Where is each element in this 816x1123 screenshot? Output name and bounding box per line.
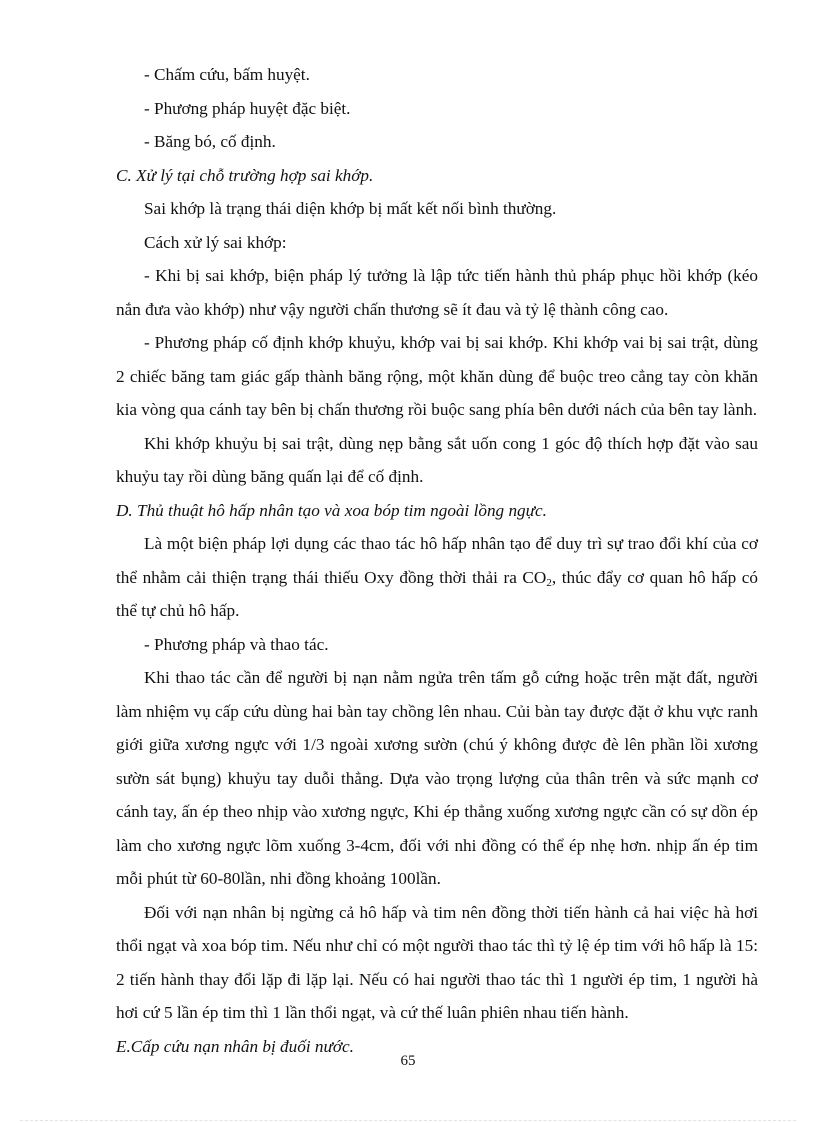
paragraph-fixation-method: - Phương pháp cố định khớp khuỷu, khớp vai bị sai khớp. Khi khớp vai bị sai trật, dùng 2 chiếc băng tam giác gấp thành băng rộng, một khăn dùng để buộc treo cẳng tay còn khăn kia vòng qua cánh tay bên bị chấn thương rồi buộc sang phía bên dưới nách của bên tay lành.: [116, 333, 758, 419]
paragraph-dislocation-definition: Sai khớp là trạng thái diện khớp bị mất kết nối bình thường.: [144, 199, 557, 218]
paragraph-elbow-dislocation: Khi khớp khuỷu bị sai trật, dùng nẹp bằng sắt uốn cong 1 góc độ thích hợp đặt vào sau khuỷu tay rồi dùng băng quấn lại để cố định.: [116, 433, 758, 486]
paragraph-reduction: - Khi bị sai khớp, biện pháp lý tưởng là lập tức tiến hành thủ pháp phục hồi khớp (kéo nắn đưa vào khớp) như vậy người chấn thương sẽ ít đau và tỷ lệ thành công cao.: [116, 266, 758, 319]
document-page-body: [116, 58, 758, 1063]
section-heading-e: E.Cấp cứu nạn nhân bị đuối nước.: [116, 1036, 354, 1056]
paragraph-artificial-respiration: [116, 527, 758, 628]
section-heading-d: D. Thủ thuật hô hấp nhân tạo và xoa bóp tim ngoài lồng ngực.: [116, 500, 547, 520]
bullet-special-method: - Phương pháp huyệt đặc biệt.: [144, 98, 351, 118]
paragraph-artificial-respiration-part1: Là một biện pháp lợi dụng các thao tác hô hấp nhân tạo để duy trì sự trao đổi khí của cơ thể nhằm cải thiện trạng thái thiếu Oxy đồng thời thải ra CO: [116, 534, 758, 587]
bullet-acupuncture: - Chấm cứu, bấm huyệt.: [144, 65, 310, 84]
footer-divider: [20, 1120, 796, 1121]
paragraph-cpr-ratio: Đối với nạn nhân bị ngừng cả hô hấp và tim nên đồng thời tiến hành cả hai việc hà hơi thổi ngạt và xoa bóp tim. Nếu như chỉ có một người thao tác thì tỷ lệ ép tim với hô hấp là 15: 2 tiến hành thay đổi lặp đi lặp lại. Nếu có hai người thao tác thì 1 người ép tim, 1 người hà hơi cứ 5 lần ép tim thì 1 lần thổi ngạt, và cứ thế luân phiên nhau tiến hành.: [116, 902, 758, 1022]
section-heading-c: C. Xử lý tại chỗ trường hợp sai khớp.: [116, 165, 374, 185]
bullet-method-and-operation: - Phương pháp và thao tác.: [144, 634, 329, 654]
paragraph-artificial-respiration-part2: , thúc đẩy cơ quan hô hấp có thể tự chủ hô hấp.: [116, 567, 758, 620]
page-number: 65: [400, 1053, 416, 1069]
bullet-bandaging: - Băng bó, cố định.: [144, 132, 276, 151]
co2-subscript: 2: [546, 576, 552, 589]
paragraph-treatment-intro: Cách xử lý sai khớp:: [144, 232, 287, 252]
paragraph-chest-compression: Khi thao tác cần để người bị nạn nằm ngửa trên tấm gỗ cứng hoặc trên mặt đất, người làm nhiệm vụ cấp cứu dùng hai bàn tay chồng lên nhau. Củi bàn tay được đặt ở khu vực ranh giới giữa xương ngực với 1/3 ngoài xương sườn (chú ý không được đè lên phần lồi xương sườn sát bụng) khuỷu tay duỗi thẳng. Dựa vào trọng lượng của thân trên và sức mạnh cơ cánh tay, ấn ép theo nhịp vào xương ngực, Khi ép thẳng xuống xương ngực cần có sự dồn ép làm cho xương ngực lõm xuống 3-4cm, đối với nhi đồng có thể ép nhẹ hơn. nhịp ấn ép tim mỗi phút từ 60-80lần, nhi đồng khoảng 100lần.: [116, 668, 758, 888]
